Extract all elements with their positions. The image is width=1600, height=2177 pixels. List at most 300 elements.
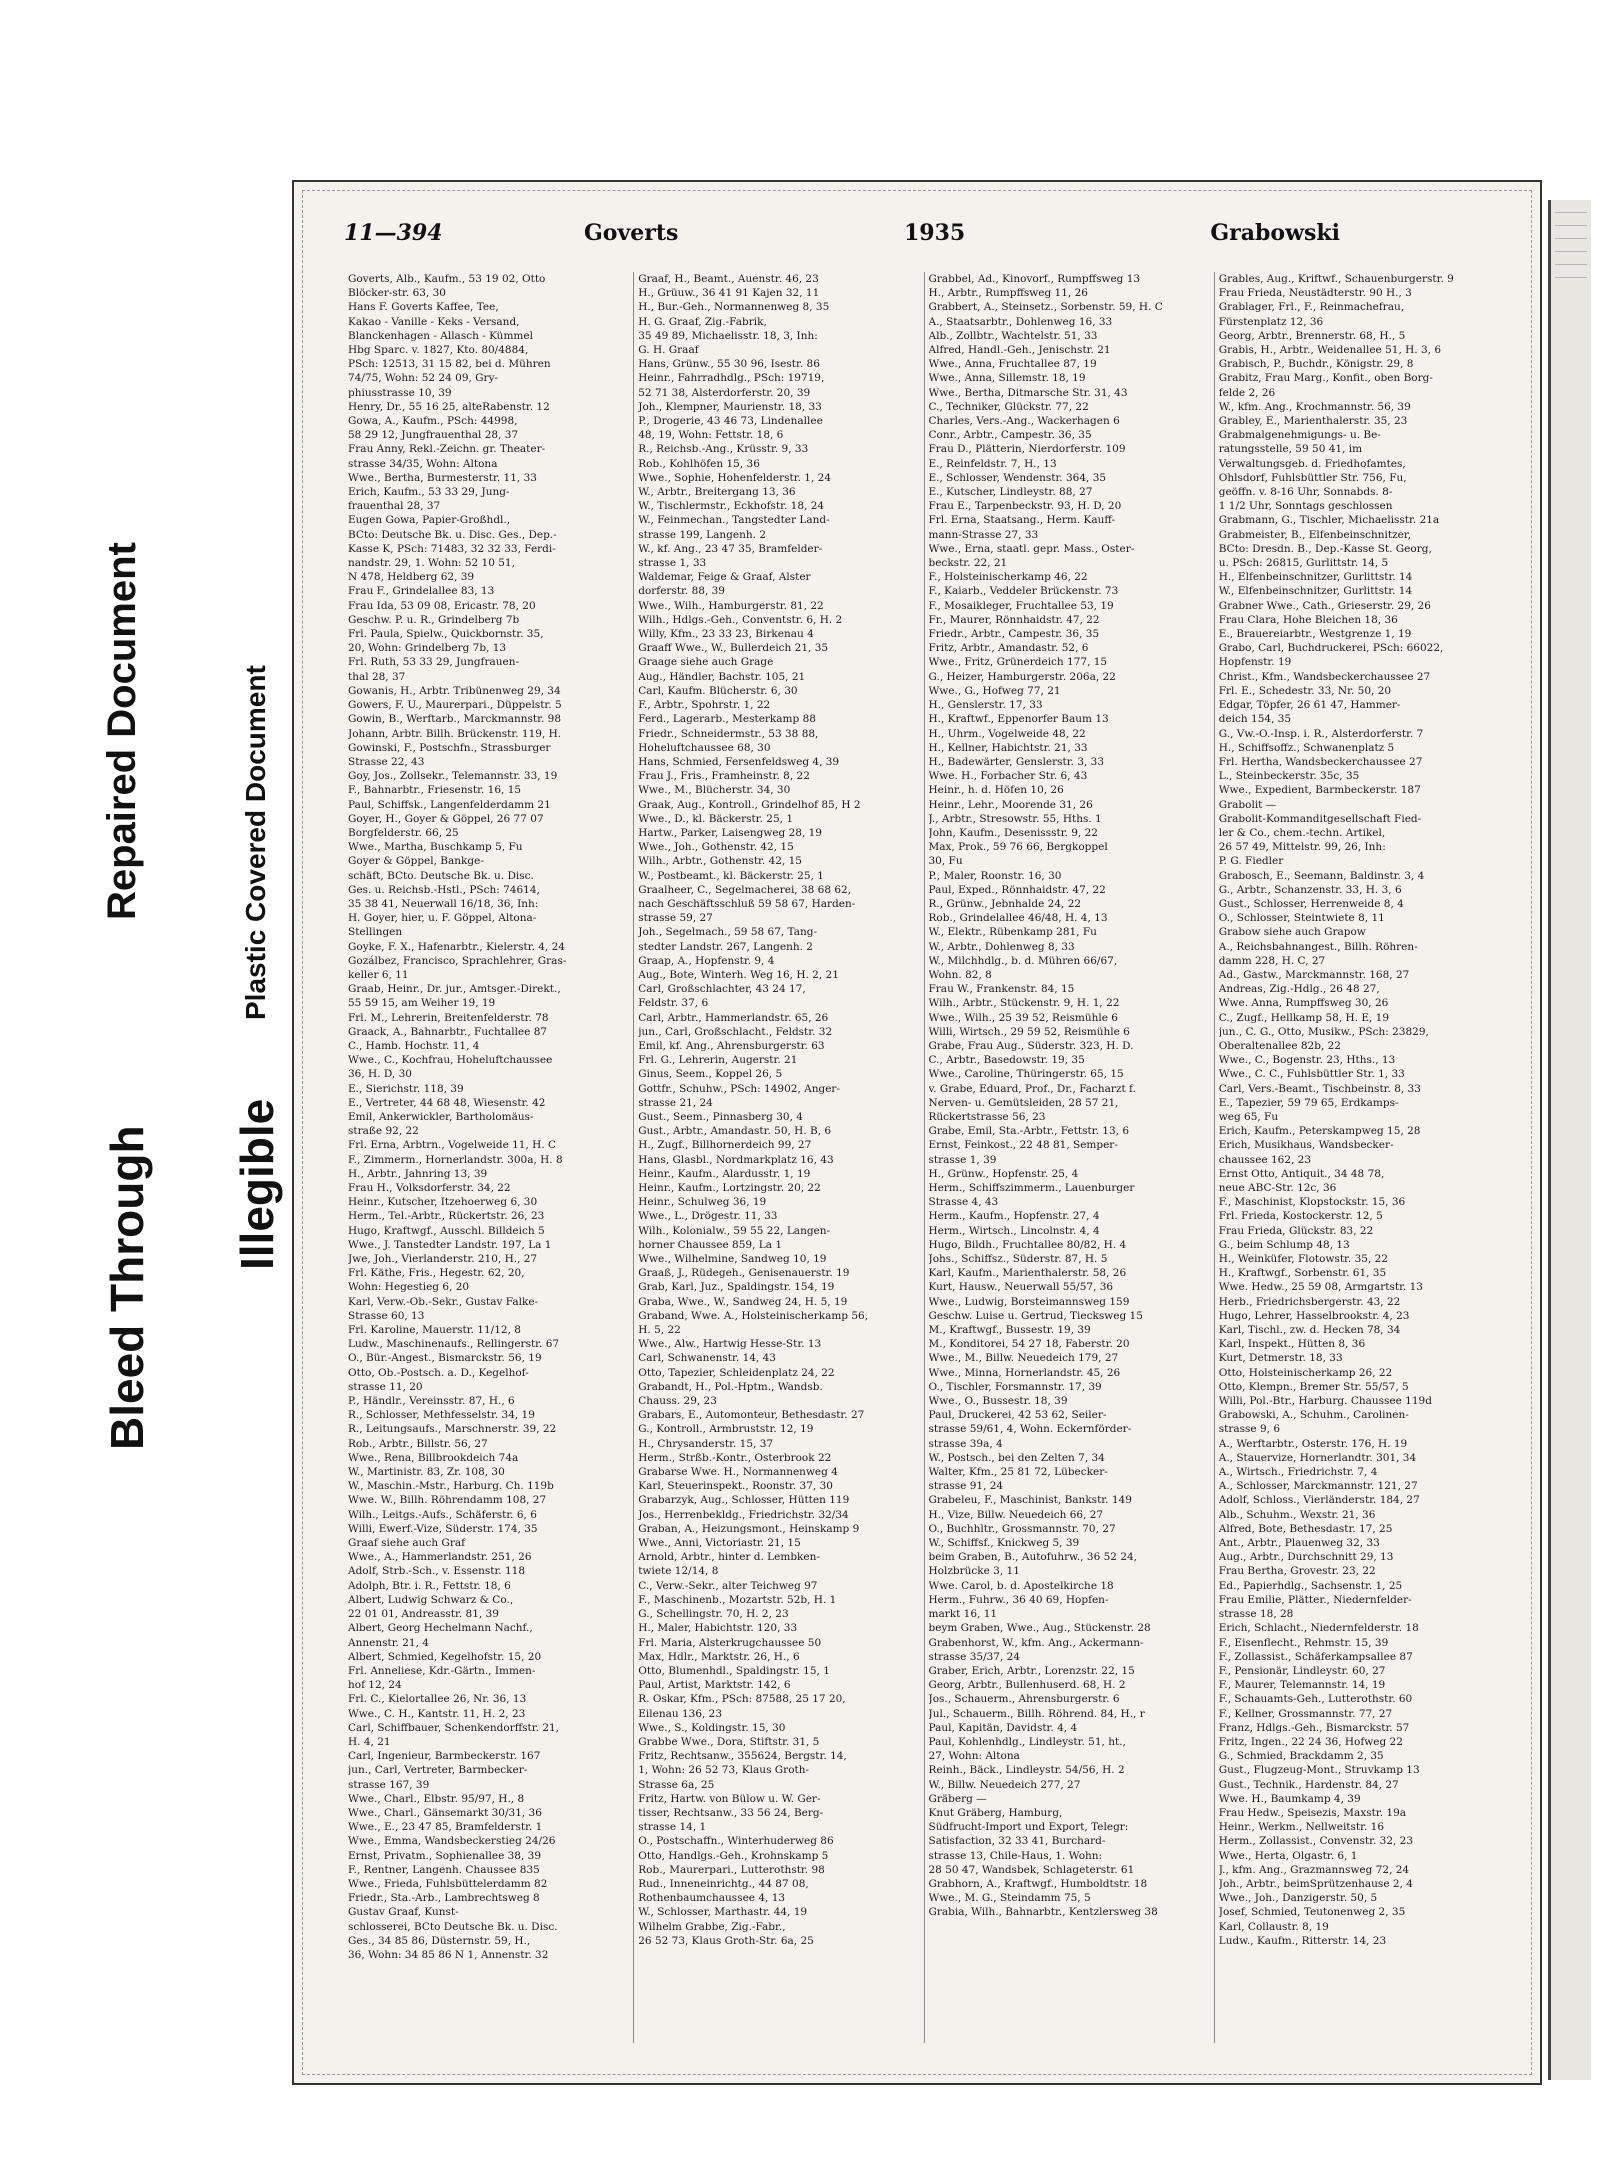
directory-entry: Frau Hedw., Speisezis, Maxstr. 19a: [1218, 1806, 1407, 1819]
directory-entry: Heinr., Kaufm., Alardusstr. 1, 19: [638, 1167, 811, 1180]
directory-entry: Heinr., Schulweg 36, 19: [638, 1196, 767, 1209]
directory-entry: Grabner Wwe., Cath., Grieserstr. 29, 26: [1218, 599, 1431, 612]
directory-entry: Carl, Schwanenstr. 14, 43: [638, 1352, 776, 1365]
plastic-covered-label: Plastic Covered Document: [240, 665, 271, 1020]
directory-entry: beckstr. 22, 21: [928, 557, 1008, 570]
directory-entry: Wwe., Ludwig, Borsteimannsweg 159: [928, 1295, 1130, 1308]
directory-entry: chaussee 162, 23: [1218, 1153, 1312, 1166]
directory-entry: Gust., Flugzeug-Mont., Struvkamp 13: [1218, 1764, 1420, 1777]
directory-entry: 30, Fu: [928, 855, 963, 868]
directory-entry: E., Reinfeldstr. 7, H., 13: [928, 457, 1057, 470]
directory-entry: schlosserei, BCto Deutsche Bk. u. Disc.: [348, 1920, 558, 1933]
directory-entry: H., Grüuw., 36 41 91 Kajen 32, 11: [638, 287, 820, 300]
directory-entry: Edgar, Töpfer, 26 61 47, Hammer-: [1218, 699, 1401, 712]
directory-entry: Aug., Arbtr., Durchschnitt 29, 13: [1218, 1551, 1394, 1564]
directory-entry: 1 1/2 Uhr, Sonntags geschlossen: [1218, 500, 1393, 513]
directory-entry: Fritz, Hartw. von Bülow u. W. Ger-: [638, 1792, 821, 1805]
directory-entry: Strasse 60, 13: [348, 1309, 425, 1322]
directory-entry: Geschw. Luise u. Gertrud, Tiecksweg 15: [928, 1309, 1143, 1322]
directory-entry: Gowanis, H., Arbtr. Tribünenweg 29, 34: [348, 684, 561, 697]
directory-entry: H., Uhrm., Vogelweide 48, 22: [928, 727, 1086, 740]
directory-entry: Heinr., Werkm., Nellweitstr. 16: [1218, 1821, 1385, 1834]
directory-entry: ler & Co., chem.-techn. Artikel,: [1218, 826, 1386, 839]
directory-entry: Borgfelderstr. 66, 25: [348, 826, 459, 839]
directory-entry: Friedr., Sta.-Arb., Lambrechtsweg 8: [348, 1892, 540, 1905]
directory-entry: Blanckenhagen - Allasch - Kümmel: [348, 329, 533, 342]
directory-entry: phiusstrasse 10, 39: [348, 386, 452, 399]
directory-entry: Verwaltungsgeb. d. Friedhofamtes,: [1218, 457, 1406, 470]
directory-entry: Karl, Tischl., zw. d. Hecken 78, 34: [1218, 1324, 1401, 1337]
directory-entry: Frl. G., Lehrerin, Augerstr. 21: [638, 1054, 798, 1067]
directory-entry: W., Arbtr., Dohlenweg 8, 33: [928, 940, 1075, 953]
directory-entry: Strasse 6a, 25: [638, 1778, 715, 1791]
directory-entry: Hugo, Kraftwgf., Ausschl. Billdeich 5: [348, 1224, 545, 1237]
directory-entry: H., Schiffsoffz., Schwanenplatz 5: [1218, 741, 1395, 754]
bleed-through-label: Bleed Through: [101, 1125, 153, 1450]
directory-entry: Feldstr. 37, 6: [638, 997, 709, 1010]
directory-column-2: [633, 272, 913, 2043]
directory-entry: stedter Landstr. 267, Langenh. 2: [638, 940, 813, 953]
directory-entry: Ginus, Seem., Koppel 26, 5: [638, 1068, 783, 1081]
directory-entry: P. G. Fiedler: [1218, 855, 1284, 868]
directory-entry: nandstr. 29, 1. Wohn: 52 10 51,: [348, 557, 515, 570]
directory-entry: Wwe., J. Tanstedter Landstr. 197, La 1: [348, 1238, 552, 1251]
directory-entry: Wwe., Alw., Hartwig Hesse-Str. 13: [638, 1338, 822, 1351]
directory-entry: Frau E., Tarpenbeckstr. 93, H. D, 20: [928, 500, 1122, 513]
directory-entry: Frau H., Volksdorferstr. 34, 22: [348, 1182, 511, 1194]
directory-entry: Frl. M., Lehrerin, Breitenfelderstr. 78: [348, 1011, 549, 1024]
directory-entry: M., Konditorei, 54 27 18, Faberstr. 20: [928, 1338, 1130, 1351]
directory-entry: Wwe., C., Bogenstr. 23, Hths., 13: [1218, 1054, 1396, 1067]
directory-entry: Goyke, F. X., Hafenarbtr., Kielerstr. 4, 24: [348, 940, 565, 953]
directory-entry: Rob., Maurerpari., Lutterothstr. 98: [638, 1863, 825, 1876]
directory-entry: E., Brauereiarbtr., Westgrenze 1, 19: [1218, 628, 1412, 641]
directory-entry: A., Schlosser, Marckmannstr. 121, 27: [1218, 1480, 1418, 1493]
directory-entry: nach Geschäftsschluß 59 58 67, Harden-: [638, 897, 856, 910]
directory-entry: Wilh., Arbtr., Stückenstr. 9, H. 1, 22: [928, 997, 1120, 1010]
directory-entry: Eilenau 136, 23: [638, 1707, 723, 1720]
directory-entry: jun., Carl, Vertreter, Barmbecker-: [348, 1764, 528, 1777]
directory-entry: strasse 1, 39: [928, 1153, 997, 1166]
directory-entry: hof 12, 24: [348, 1679, 402, 1692]
directory-entry: BCto: Dresdn. B., Dep.-Kasse St. Georg,: [1218, 542, 1432, 555]
directory-entry: Ed., Papierhdlg., Sachsenstr. 1, 25: [1218, 1579, 1403, 1592]
directory-entry: Aug., Händler, Bachstr. 105, 21: [638, 670, 806, 683]
directory-entry: Frl. Anneliese, Kdr.-Gärtn., Immen-: [348, 1664, 536, 1677]
directory-entry: Grabisch, P., Buchdr., Königstr. 29, 8: [1218, 358, 1414, 371]
directory-entry: E., Tapezier, 59 79 65, Erdkamps-: [1218, 1096, 1399, 1109]
directory-entry: Grables, Aug., Kriftwf., Schauenburgerstr. 9: [1218, 273, 1454, 285]
directory-entry: Grabowski, A., Schuhm., Carolinen-: [1218, 1409, 1409, 1422]
directory-entry: Ernst, Privatm., Sophienallee 38, 39: [348, 1849, 542, 1862]
directory-entry: Graber, Erich, Arbtr., Lorenzstr. 22, 15: [928, 1664, 1135, 1677]
directory-entry: Wwe., Emma, Wandsbeckerstieg 24/26: [348, 1835, 556, 1848]
directory-entry: tisser, Rechtsanw., 33 56 24, Berg-: [638, 1806, 824, 1819]
directory-entry: Nerven- u. Gemütsleiden, 28 57 21,: [928, 1096, 1119, 1109]
directory-entry: damm 228, H. C, 27: [1218, 954, 1326, 967]
directory-entry: G., Heizer, Hamburgerstr. 206a, 22: [928, 670, 1116, 683]
directory-entry: Wilh., Arbtr., Gothenstr. 42, 15: [638, 855, 802, 868]
directory-entry: W., Feinmechan., Tangstedter Land-: [638, 514, 830, 527]
directory-entry: 36, H. D, 30: [348, 1068, 412, 1081]
directory-entry: Wwe. Anna, Rumpffsweg 30, 26: [1218, 997, 1389, 1010]
directory-entry: Wwe., Martha, Buschkamp 5, Fu: [348, 841, 523, 854]
directory-entry: Wilhelm Grabbe, Zig.-Fabr.,: [638, 1920, 786, 1933]
directory-entry: Wwe., M. G., Steindamm 75, 5: [928, 1892, 1091, 1905]
directory-entry: Jos., Schauerm., Ahrensburgerstr. 6: [928, 1693, 1120, 1706]
directory-entry: Hans F. Goverts Kaffee, Tee,: [348, 301, 499, 314]
directory-entry: Rückertstrasse 56, 23: [928, 1110, 1046, 1123]
directory-entry: Max, Prok., 59 76 66, Bergkoppel: [928, 841, 1108, 854]
directory-entry: A., Stauervize, Hornerlandtr. 301, 34: [1218, 1451, 1417, 1464]
directory-entry: Herb., Friedrichsbergerstr. 43, 22: [1218, 1295, 1401, 1308]
directory-entry: Rob., Grindelallee 46/48, H. 4, 13: [928, 912, 1108, 925]
directory-entry: Grabmeister, B., Elfenbeinschnitzer,: [1218, 528, 1412, 541]
directory-entry: Frl. Erna, Staatsang., Herm. Kauff-: [928, 514, 1116, 527]
directory-entry: Wwe., Joh., Danzigerstr. 50, 5: [1218, 1892, 1378, 1905]
directory-entry: Heinr., h. d. Höfen 10, 26: [928, 784, 1064, 797]
directory-entry: Frl. E., Schedestr. 33, Nr. 50, 20: [1218, 684, 1392, 697]
directory-entry: F., Arbtr., Spohrstr. 1, 22: [638, 699, 771, 712]
directory-entry: F., Zollassist., Schäferkampsallee 87: [1218, 1650, 1413, 1663]
directory-entry: Jwe, Joh., Vierlanderstr. 210, H., 27: [348, 1253, 538, 1266]
directory-entry: Ferd., Lagerarb., Mesterkamp 88: [638, 713, 816, 726]
directory-entry: Wwe., Sophie, Hohenfelderstr. 1, 24: [638, 471, 831, 484]
directory-entry: Frl. Käthe, Fris., Hegestr. 62, 20,: [348, 1267, 525, 1280]
directory-entry: Graap, A., Hopfenstr. 9, 4: [638, 954, 775, 967]
directory-entry: jun., C. G., Otto, Musikw., PSch: 23829,: [1218, 1025, 1429, 1038]
directory-entry: Carl, Arbtr., Hammerlandstr. 65, 26: [638, 1011, 829, 1024]
directory-entry: Wwe., Joh., Gothenstr. 42, 15: [638, 841, 794, 854]
directory-entry: Wwe., Rena, Billbrookdeich 74a: [348, 1451, 519, 1464]
directory-entry: Frl. Frieda, Kostockerstr. 12, 5: [1218, 1210, 1383, 1223]
directory-entry: Gust., Technik., Hardenstr. 84, 27: [1218, 1778, 1399, 1791]
directory-entry: Albert, Schmied, Kegelhofstr. 15, 20: [348, 1650, 542, 1663]
directory-entry: Wwe., A., Hammerlandstr. 251, 26: [348, 1551, 532, 1564]
directory-entry: Herm., Wirtsch., Lincolnstr. 4, 4: [928, 1224, 1100, 1237]
directory-entry: C., Arbtr., Basedowstr. 19, 35: [928, 1054, 1085, 1067]
directory-entry: Frau Frieda, Glückstr. 83, 22: [1218, 1224, 1374, 1237]
directory-entry: Fürstenplatz 12, 36: [1218, 315, 1324, 328]
directory-entry: G., Kontroll., Armbruststr. 12, 19: [638, 1423, 814, 1436]
directory-entry: Rud., Inneneinrichtg., 44 87 08,: [638, 1877, 809, 1890]
directory-entry: Fritz, Arbtr., Amandastr. 52, 6: [928, 642, 1089, 655]
directory-entry: thal 28, 37: [348, 670, 406, 683]
directory-entry: Grabmalgenehmigungs- u. Be-: [1218, 429, 1381, 442]
directory-entry: strasse 1, 33: [638, 557, 707, 570]
directory-entry: Wwe., Caroline, Thüringerstr. 65, 15: [928, 1068, 1124, 1081]
directory-entry: Grabenhorst, W., kfm. Ang., Ackermann-: [928, 1636, 1144, 1649]
directory-entry: F., Maschinenb., Mozartstr. 52b, H. 1: [638, 1593, 837, 1606]
directory-entry: Grablager, Frl., F., Reinmachefrau,: [1218, 301, 1405, 314]
directory-entry: Paul, Druckerei, 42 53 62, Seiler-: [928, 1409, 1107, 1422]
directory-entry: Graba, Wwe., W., Sandweg 24, H. 5, 19: [638, 1295, 848, 1308]
directory-entry: 48, 19, Wohn: Fettstr. 18, 6: [638, 429, 784, 442]
directory-entry: Wwe., E., 23 47 85, Bramfelderstr. 1: [348, 1821, 543, 1834]
directory-entry: R., Schlosser, Methfesselstr. 34, 19: [348, 1409, 535, 1422]
directory-entry: beym Graben, Wwe., Aug., Stückenstr. 28: [928, 1622, 1151, 1635]
directory-entry: Paul, Exped., Rönnhaidstr. 47, 22: [928, 883, 1106, 896]
directory-entry: O., Postschaffn., Winterhuderweg 86: [638, 1835, 834, 1848]
directory-entry: F., Kaiarb., Veddeler Brückenstr. 73: [928, 585, 1119, 598]
directory-entry: Grabow siehe auch Grapow: [1218, 926, 1366, 939]
directory-entry: Graaf siehe auch Graf: [348, 1537, 465, 1550]
directory-entry: Gowa, A., Kaufm., PSch: 44998,: [348, 415, 518, 428]
directory-column-3: [924, 272, 1204, 2043]
directory-entry: 1, Wohn: 26 52 73, Klaus Groth-: [638, 1764, 810, 1777]
directory-entry: C., Hamb. Hochstr. 11, 4: [348, 1039, 480, 1052]
directory-entry: Wwe. H., Baumkamp 4, 39: [1218, 1792, 1361, 1805]
directory-entry: geöffn. v. 8-16 Uhr, Sonnabds. 8-: [1218, 486, 1393, 499]
directory-entry: Hugo, Bildh., Fruchtallee 80/82, H. 4: [928, 1238, 1127, 1251]
directory-entry: Joh., Segelmach., 59 58 67, Tang-: [638, 926, 818, 939]
directory-entry: Jul., Schauerm., Billh. Röhrend. 84, H., r: [928, 1707, 1145, 1720]
directory-entry: Wilh., Kolonialw., 59 55 22, Langen-: [638, 1224, 831, 1237]
directory-entry: Wwe., Herta, Olgastr. 6, 1: [1218, 1849, 1358, 1862]
directory-entry: W., kf. Ang., 23 47 35, Bramfelder-: [638, 542, 823, 555]
directory-entry: neue ABC-Str. 12c, 36: [1218, 1182, 1337, 1194]
directory-entry: strasse 35/37, 24: [928, 1650, 1021, 1663]
directory-entry: Graaf, H., Beamt., Auenstr. 46, 23: [638, 273, 819, 285]
directory-entry: H., Genslerstr. 17, 33: [928, 699, 1043, 712]
directory-entry: Grabolit —: [1218, 798, 1277, 811]
directory-entry: Grabosch, E., Seemann, Baldinstr. 3, 4: [1218, 869, 1425, 882]
directory-entry: R., Grünw., Jebnhalde 24, 22: [928, 897, 1082, 910]
directory-entry: Otto, Tapezier, Schleidenplatz 24, 22: [638, 1366, 835, 1379]
directory-entry: C., Verw.-Sekr., alter Teichweg 97: [638, 1579, 818, 1592]
directory-entry: Wwe., D., kl. Bäckerstr. 25, 1: [638, 812, 794, 825]
directory-entry: Südfrucht-Import und Export, Telegr:: [928, 1821, 1129, 1834]
directory-entry: H., Arbtr., Jahnring 13, 39: [348, 1167, 488, 1180]
directory-entry: Christ., Kfm., Wandsbeckerchaussee 27: [1218, 670, 1431, 683]
directory-entry: Heinr., Kaufm., Lortzingstr. 20, 22: [638, 1182, 821, 1194]
directory-entry: Georg, Arbtr., Brennerstr. 68, H., 5: [1218, 329, 1406, 342]
directory-entry: Willi, Ewerf.-Vize, Süderstr. 174, 35: [348, 1522, 538, 1535]
directory-entry: mann-Strasse 27, 33: [928, 528, 1039, 541]
directory-entry: H., Bur.-Geh., Normannenweg 8, 35: [638, 301, 830, 314]
directory-entry: G. H. Graaf: [638, 344, 699, 357]
directory-entry: Blöcker-str. 63, 30: [348, 287, 446, 300]
directory-entry: jun., Carl, Großschlacht., Feldstr. 32: [638, 1025, 833, 1038]
directory-entry: O., Buchhltr., Grossmannstr. 70, 27: [928, 1522, 1116, 1535]
directory-entry: Grabley, E., Marienthalerstr. 35, 23: [1218, 415, 1408, 428]
directory-entry: Otto, Ob.-Postsch. a. D., Kegelhof-: [348, 1366, 529, 1379]
directory-entry: Wwe., Fritz, Grünerdeich 177, 15: [928, 656, 1108, 669]
directory-entry: L., Steinbeckerstr. 35c, 35: [1218, 770, 1360, 783]
directory-entry: Frl. Paula, Spielw., Quickbornstr. 35,: [348, 628, 544, 641]
directory-entry: Aug., Bote, Winterh. Weg 16, H. 2, 21: [638, 968, 839, 981]
directory-entry: Erich, Kaufm., Peterskampweg 15, 28: [1218, 1125, 1421, 1138]
directory-entry: beim Graben, B., Autofuhrw., 36 52 24,: [928, 1551, 1138, 1564]
directory-entry: strasse 14, 1: [638, 1821, 707, 1834]
directory-entry: schäft, BCto. Deutsche Bk. u. Disc.: [348, 869, 534, 882]
directory-entry: Heinr., Fahrradhdlg., PSch: 19719,: [638, 372, 825, 385]
directory-entry: E., Kutscher, Lindleystr. 88, 27: [928, 486, 1093, 499]
directory-entry: 35 49 89, Michaelisstr. 18, 3, Inh:: [638, 329, 818, 342]
directory-entry: Frl. Hertha, Wandsbeckerchaussee 27: [1218, 755, 1423, 768]
directory-entry: Karl, Collaustr. 8, 19: [1218, 1920, 1329, 1933]
adjacent-page-edge: [1548, 200, 1591, 2080]
directory-entry: 26 52 73, Klaus Groth-Str. 6a, 25: [638, 1934, 814, 1947]
directory-entry: Gust., Seem., Pinnasberg 30, 4: [638, 1110, 803, 1123]
directory-entry: Wwe., Erna, staatl. gepr. Mass., Oster-: [928, 542, 1135, 555]
directory-entry: Hartw., Parker, Laisengweg 28, 19: [638, 826, 822, 839]
directory-entry: W., Elfenbeinschnitzer, Gurlittstr. 14: [1218, 585, 1413, 598]
directory-entry: Herm., Schiffszimmerm., Lauenburger: [928, 1182, 1135, 1194]
directory-entry: W., Elektr., Rübenkamp 281, Fu: [928, 926, 1097, 939]
directory-entry: P., Händlr., Vereinsstr. 87, H., 6: [348, 1395, 515, 1408]
directory-entry: Gräberg —: [928, 1792, 987, 1805]
directory-entry: Wwe., Wilhelmine, Sandweg 10, 19: [638, 1253, 827, 1266]
directory-entry: Reinh., Bäck., Lindleystr. 54/56, H. 2: [928, 1764, 1125, 1777]
directory-entry: Ges., 34 85 86, Düsternstr. 59, H.,: [348, 1934, 531, 1947]
directory-entry: Paul, Schiffsk., Langenfelderdamm 21: [348, 798, 551, 811]
directory-entry: weg 65, Fu: [1218, 1110, 1279, 1123]
directory-entry: strasse 167, 39: [348, 1778, 430, 1791]
directory-entry: Grabhorn, A., Kraftwgf., Humboldtstr. 18: [928, 1877, 1148, 1890]
directory-entry: W., Arbtr., Breitergang 13, 36: [638, 486, 796, 499]
directory-entry: Grabe, Emil, Sta.-Arbtr., Fettstr. 13, 6: [928, 1125, 1129, 1138]
directory-entry: H., Badewärter, Genslerstr. 3, 33: [928, 755, 1105, 768]
header-year: 1935: [904, 220, 966, 246]
directory-entry: E., Sierichstr. 118, 39: [348, 1082, 464, 1095]
directory-entry: F., Rentner, Langenh. Chaussee 835: [348, 1863, 540, 1876]
directory-entry: O., Schlosser, Steintwiete 8, 11: [1218, 912, 1385, 925]
directory-entry: Strasse 4, 43: [928, 1196, 999, 1209]
directory-entry: Frl. Ruth, 53 33 29, Jungfrauen-: [348, 656, 520, 669]
annotation-labels: [90, 100, 290, 1500]
directory-entry: Ludw., Maschinenaufs., Rellingerstr. 67: [348, 1338, 560, 1351]
directory-entry: Willi, Pol.-Btr., Harburg. Chaussee 119d: [1218, 1395, 1432, 1408]
directory-entry: Wwe., Bertha, Burmesterstr. 11, 33: [348, 471, 537, 484]
directory-entry: Hbg Sparc. v. 1827, Kto. 80/4884,: [348, 344, 529, 357]
page-header: [344, 220, 1490, 260]
directory-entry: 58 29 12, Jungfrauenthal 28, 37: [348, 429, 519, 442]
directory-entry: P., Maler, Roonstr. 16, 30: [928, 869, 1062, 882]
directory-entry: Graab, Heinr., Dr. jur., Amtsger.-Direkt.,: [348, 983, 561, 996]
directory-entry: Grabarse Wwe. H., Normannenweg 4: [638, 1466, 838, 1479]
directory-entry: Wwe., Anna, Sillemstr. 18, 19: [928, 372, 1086, 385]
directory-entry: Gustav Graaf, Kunst-: [348, 1906, 459, 1919]
directory-entry: Wwe., Bertha, Ditmarsche Str. 31, 43: [928, 386, 1128, 399]
header-first-name: Goverts: [584, 220, 679, 246]
directory-entry: straße 92, 22: [348, 1125, 419, 1138]
directory-entry: W., Maschin.-Mstr., Harburg. Ch. 119b: [348, 1480, 554, 1493]
directory-entry: A., Werftarbtr., Osterstr. 176, H. 19: [1218, 1437, 1408, 1450]
directory-entry: Adolf, Strb.-Sch., v. Essenstr. 118: [348, 1565, 526, 1578]
directory-entry: G., Arbtr., Schanzenstr. 33, H. 3, 6: [1218, 883, 1402, 896]
directory-entry: Wwe., C. C., Fuhlsbüttler Str. 1, 33: [1218, 1068, 1405, 1081]
directory-entry: Adolf, Schloss., Vierländerstr. 184, 27: [1218, 1494, 1420, 1507]
directory-entry: Ludw., Kaufm., Ritterstr. 14, 23: [1218, 1934, 1387, 1947]
directory-entry: Charles, Vers.-Ang., Wackerhagen 6: [928, 415, 1120, 428]
directory-entry: strasse 59/61, 4, Wohn. Eckernförder-: [928, 1423, 1132, 1436]
directory-entry: Graage siehe auch Grage: [638, 656, 774, 669]
directory-entry: Carl, Ingenieur, Barmbeckerstr. 167: [348, 1750, 541, 1763]
directory-entry: Franz, Hdlgs.-Geh., Bismarckstr. 57: [1218, 1721, 1410, 1734]
directory-entry: Albert, Georg Hechelmann Nachf.,: [348, 1622, 533, 1635]
directory-entry: Wwe. Hedw., 25 59 08, Armgartstr. 13: [1218, 1281, 1423, 1294]
directory-entry: Frau Bertha, Grovestr. 23, 22: [1218, 1565, 1376, 1578]
directory-entry: Kurt, Detmerstr. 18, 33: [1218, 1352, 1343, 1365]
directory-entry: W., Schiffsf., Knickweg 5, 39: [928, 1537, 1080, 1550]
directory-entry: Alb., Zollbtr., Wachtelstr. 51, 33: [928, 329, 1098, 342]
directory-entry: Carl, Vers.-Beamt., Tischbeinstr. 8, 33: [1218, 1082, 1421, 1095]
directory-entry: Graband, Wwe. A., Holsteinischerkamp 56,: [638, 1309, 869, 1322]
directory-entry: Goverts, Alb., Kaufm., 53 19 02, Otto: [348, 273, 546, 285]
directory-entry: strasse 199, Langenh. 2: [638, 528, 766, 541]
directory-entry: Adolph, Btr. i. R., Fettstr. 18, 6: [348, 1579, 511, 1592]
directory-entry: Grabarzyk, Aug., Schlosser, Hütten 119: [638, 1494, 850, 1507]
directory-entry: horner Chaussee 859, La 1: [638, 1238, 783, 1251]
directory-entry: Frau Anny, Rekl.-Zeichn. gr. Theater-: [348, 443, 546, 456]
directory-entry: J., Arbtr., Stresowstr. 55, Hths. 1: [928, 812, 1102, 825]
directory-entry: Wwe., L., Drögestr. 11, 33: [638, 1210, 778, 1223]
directory-entry: Oberaltenallee 82b, 22: [1218, 1039, 1341, 1052]
directory-entry: A., Staatsarbtr., Dohlenweg 16, 33: [928, 315, 1113, 328]
directory-entry: Friedr., Arbtr., Campestr. 36, 35: [928, 628, 1100, 641]
directory-entry: Wwe., C. H., Kantstr. 11, H. 2, 23: [348, 1707, 526, 1720]
directory-entry: Wwe., Charl., Gänsemarkt 30/31, 36: [348, 1806, 542, 1819]
directory-entry: Kasse K, PSch: 71483, 32 32 33, Ferdi-: [348, 542, 556, 555]
directory-entry: 20, Wohn: Grindelberg 7b, 13: [348, 642, 507, 655]
directory-entry: Ges. u. Reichsb.-Hstl., PSch: 74614,: [348, 883, 540, 896]
directory-entry: W., Postsch., bei den Zelten 7, 34: [928, 1451, 1105, 1464]
directory-entry: Gowers, F. U., Maurerpari., Düppelstr. 5: [348, 699, 562, 712]
directory-entry: F., Mosaikleger, Fruchtallee 53, 19: [928, 599, 1114, 612]
directory-entry: W., Martinistr. 83, Zr. 108, 30: [348, 1466, 505, 1479]
directory-entry: Hans, Schmied, Fersenfeldsweg 4, 39: [638, 755, 840, 768]
directory-entry: Frl. Karoline, Mauerstr. 11/12, 8: [348, 1324, 521, 1337]
directory-entry: Frau F., Grindelallee 83, 13: [348, 585, 495, 598]
directory-entry: 55 59 15, am Weiher 19, 19: [348, 997, 496, 1010]
directory-entry: Georg, Arbtr., Bullenhuserd. 68, H. 2: [928, 1679, 1126, 1692]
directory-entry: Wwe., Wilh., Hamburgerstr. 81, 22: [638, 599, 824, 612]
directory-entry: 22 01 01, Andreasstr. 81, 39: [348, 1608, 499, 1621]
directory-entry: Wwe., G., Hofweg 77, 21: [928, 684, 1061, 697]
directory-entry: Frau D., Plätterin, Nierdorferstr. 109: [928, 443, 1126, 456]
directory-entry: Holzbrücke 3, 11: [928, 1565, 1020, 1578]
directory-entry: Frau Emilie, Plätter., Niedernfelder-: [1218, 1593, 1412, 1606]
directory-entry: H., Elfenbeinschnitzer, Gurlittstr. 14: [1218, 571, 1413, 584]
directory-entry: strasse 13, Chile-Haus, 1. Wohn:: [928, 1849, 1103, 1862]
directory-entry: Emil, kf. Ang., Ahrensburgerstr. 63: [638, 1039, 825, 1052]
directory-entry: E., Vertreter, 44 68 48, Wiesenstr. 42: [348, 1096, 546, 1109]
directory-entry: Carl, Kaufm. Blücherstr. 6, 30: [638, 684, 798, 697]
directory-entry: u. PSch: 26815, Gurlittstr. 14, 5: [1218, 557, 1389, 570]
directory-entry: Wwe., Wilh., 25 39 52, Reismühle 6: [928, 1011, 1118, 1024]
directory-entry: Wwe., Expedient, Barmbeckerstr. 187: [1218, 784, 1421, 797]
directory-entry: E., Schlosser, Wendenstr. 364, 35: [928, 471, 1107, 484]
directory-entry: Grabolit-Kommanditgesellschaft Fied-: [1218, 812, 1422, 825]
directory-entry: 35 38 41, Neuerwall 16/18, 36, Inh:: [348, 897, 539, 910]
directory-entry: Frl. Maria, Alsterkrugchaussee 50: [638, 1636, 822, 1649]
directory-entry: Graaß, J., Rüdegeh., Genisenauerstr. 19: [638, 1267, 850, 1280]
directory-entry: Erich, Musikhaus, Wandsbecker-: [1218, 1139, 1394, 1152]
directory-entry: Jos., Herrenbekldg., Friedrichstr. 32/34: [638, 1508, 849, 1521]
directory-entry: Otto, Holsteinischerkamp 26, 22: [1218, 1366, 1393, 1379]
directory-entry: F., Pensionär, Lindleystr. 60, 27: [1218, 1664, 1386, 1677]
header-last-name: Grabowski: [1210, 220, 1340, 246]
directory-entry: Grabia, Wilh., Bahnarbtr., Kentzlersweg 38: [928, 1906, 1158, 1919]
directory-entry: G., Vw.-O.-Insp. i. R., Alsterdorferstr. 7: [1218, 727, 1424, 740]
directory-entry: Satisfaction, 32 33 41, Burchard-: [928, 1835, 1106, 1848]
directory-entry: Wilh., Hdlgs.-Geh., Conventstr. 6, H. 2: [638, 613, 843, 626]
directory-entry: Grabmann, G., Tischler, Michaelisstr. 21a: [1218, 514, 1440, 527]
directory-entry: Grabars, E., Automonteur, Bethesdastr. 27: [638, 1409, 865, 1422]
directory-entry: Wwe. W., Billh. Röhrendamm 108, 27: [348, 1494, 547, 1507]
directory-entry: Wwe., Anni, Victoriastr. 21, 15: [638, 1537, 801, 1550]
